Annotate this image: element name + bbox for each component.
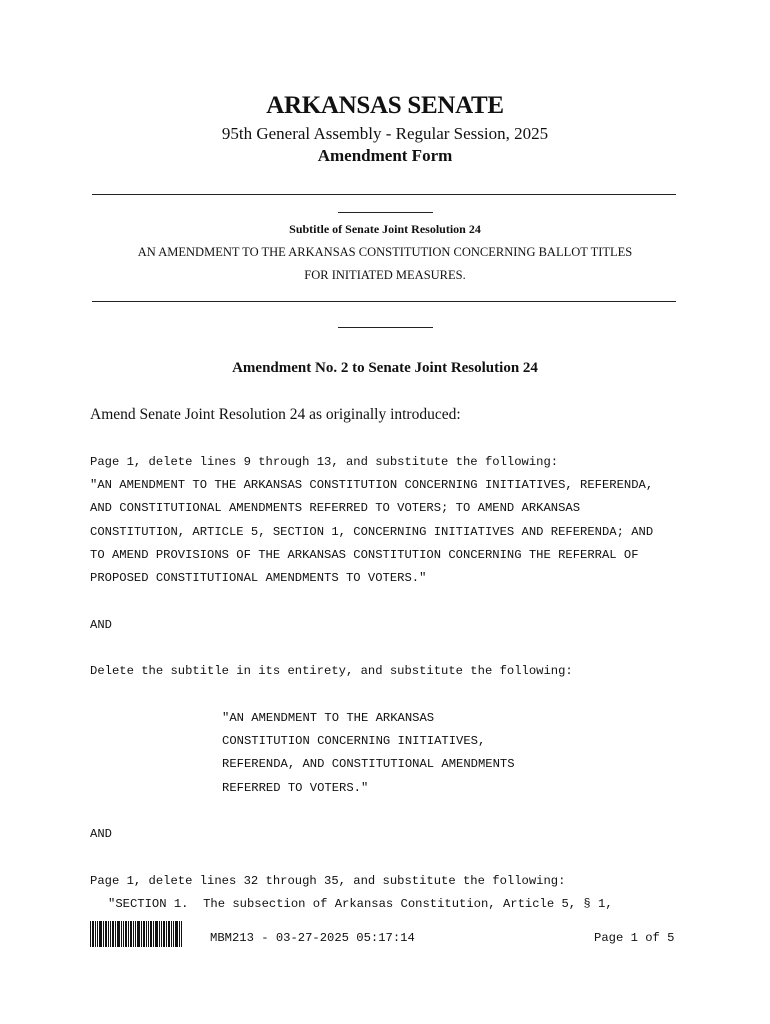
body-line: Delete the subtitle in its entirety, and substitute the following: xyxy=(90,664,573,678)
body-line: Page 1, delete lines 9 through 13, and substitute the following: xyxy=(90,455,559,469)
amendment-heading: Amendment No. 2 to Senate Joint Resolution 24 xyxy=(232,360,538,376)
subtitle-text-line1: AN AMENDMENT TO THE ARKANSAS CONSTITUTION CONCERNING BALLOT TITLES xyxy=(137,245,633,259)
document-title: ARKANSAS SENATE xyxy=(266,92,504,119)
body-line: Page 1, delete lines 32 through 35, and substitute the following: xyxy=(90,874,566,888)
quote-line: "AN AMENDMENT TO THE ARKANSAS xyxy=(222,711,435,725)
body-line: "AN AMENDMENT TO THE ARKANSAS CONSTITUTION CONCERNING INITIATIVES, REFERENDA, xyxy=(90,478,654,492)
and-separator: AND xyxy=(90,618,112,632)
body-line: PROPOSED CONSTITUTIONAL AMENDMENTS TO VOTERS." xyxy=(90,571,427,585)
body-line: "SECTION 1. The subsection of Arkansas Constitution, Article 5, § 1, xyxy=(108,897,613,911)
body-line: AND CONSTITUTIONAL AMENDMENTS REFERRED TO VOTERS; TO AMEND ARKANSAS xyxy=(90,501,581,515)
divider-top-short xyxy=(338,212,433,213)
amendment-intro: Amend Senate Joint Resolution 24 as originally introduced: xyxy=(90,406,461,423)
divider-middle xyxy=(92,301,676,302)
and-separator: AND xyxy=(90,827,112,841)
quote-line: REFERRED TO VOTERS." xyxy=(222,781,369,795)
footer-page-number: Page 1 of 5 xyxy=(594,931,675,945)
subtitle-label: Subtitle of Senate Joint Resolution 24 xyxy=(289,222,481,236)
footer-document-id: MBM213 - 03-27-2025 05:17:14 xyxy=(210,931,415,945)
form-name: Amendment Form xyxy=(317,146,453,165)
body-line: CONSTITUTION, ARTICLE 5, SECTION 1, CONCERNING INITIATIVES AND REFERENDA; AND xyxy=(90,525,654,539)
body-line: TO AMEND PROVISIONS OF THE ARKANSAS CONSTITUTION CONCERNING THE REFERRAL OF xyxy=(90,548,639,562)
barcode-icon xyxy=(90,921,182,947)
divider-middle-short xyxy=(338,327,433,328)
divider-top xyxy=(92,194,676,195)
session-line: 95th General Assembly - Regular Session, 2025 xyxy=(221,124,549,143)
subtitle-text-line2: FOR INITIATED MEASURES. xyxy=(304,268,466,282)
quote-line: REFERENDA, AND CONSTITUTIONAL AMENDMENTS xyxy=(222,757,515,771)
quote-line: CONSTITUTION CONCERNING INITIATIVES, xyxy=(222,734,486,748)
